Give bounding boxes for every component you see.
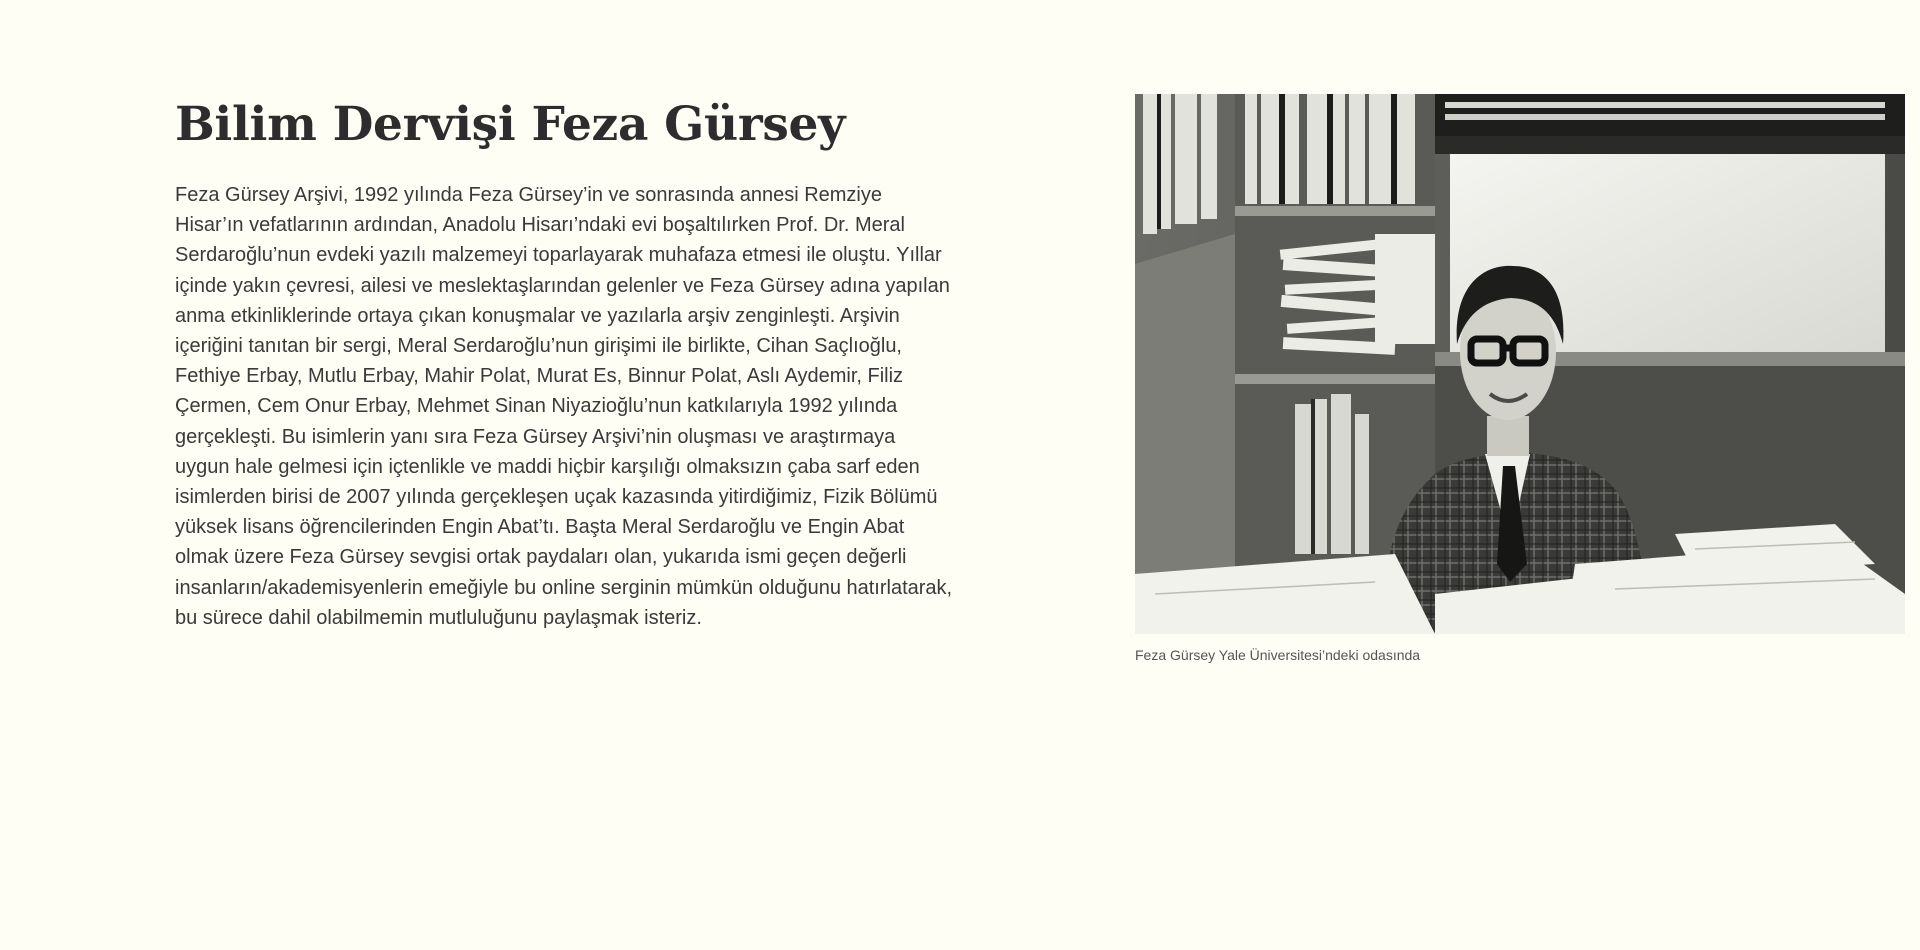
article-section [175,96,955,633]
page-title: Bilim Dervişi Feza Gürsey [175,97,846,152]
portrait-photo [1135,94,1905,634]
article-body-text: Feza Gürsey Arşivi, 1992 yılında Feza Gürsey’in ve sonrasında annesi Remziye Hisar’ın vefatlarının ardından, Anadolu Hisarı’ndaki evi boşaltılırken Prof. Dr. Meral Serdaroğlu’nun evdeki yazılı malzemeyi toparlayarak muhafaza etmesi ile oluştu. Yıllar içinde yakın çevresi, ailesi ve meslektaşlarından gelenler ve Feza Gürsey adına yapılan anma etkinliklerinde ortaya çıkan konuşmalar ve yazılarla arşiv zenginleşti. Arşivin içeriğini tanıtan bir sergi, Meral Serdaroğlu’nun girişimi ile birlikte, Cihan Saçlıoğlu, Fethiye Erbay, Mutlu Erbay, Mahir Polat, Murat Es, Binnur Polat, Aslı Aydemir, Filiz Çermen, Cem Onur Erbay, Mehmet Sinan Niyazioğlu’nun katkılarıyla 1992 yılında gerçekleşti. Bu isimlerin yanı sıra Feza Gürsey Arşivi’nin oluşması ve araştırmaya uygun hale gelmesi için içtenlikle ve maddi hiçbir karşılığı olmaksızın çaba sarf eden isimlerden birisi de 2007 yılında gerçekleşen uçak kazasında yitirdiğimiz, Fizik Bölümü yüksek lisans öğrencilerinden Engin Abat’tı. Başta Meral Serdaroğlu ve Engin Abat olmak üzere Feza Gürsey sevgisi ortak paydaları olan, yukarıda ismi geçen değerli insanların/akademisyenlerin emeğiyle bu online serginin mümkün olduğunu hatırlatarak, bu sürece dahil olabilmemin mutluluğunu paylaşmak isteriz. [175,184,953,629]
photo-caption: Feza Gürsey Yale Üniversitesi’ndeki odasında [1135,647,1421,663]
photo-figure [1135,94,1905,664]
